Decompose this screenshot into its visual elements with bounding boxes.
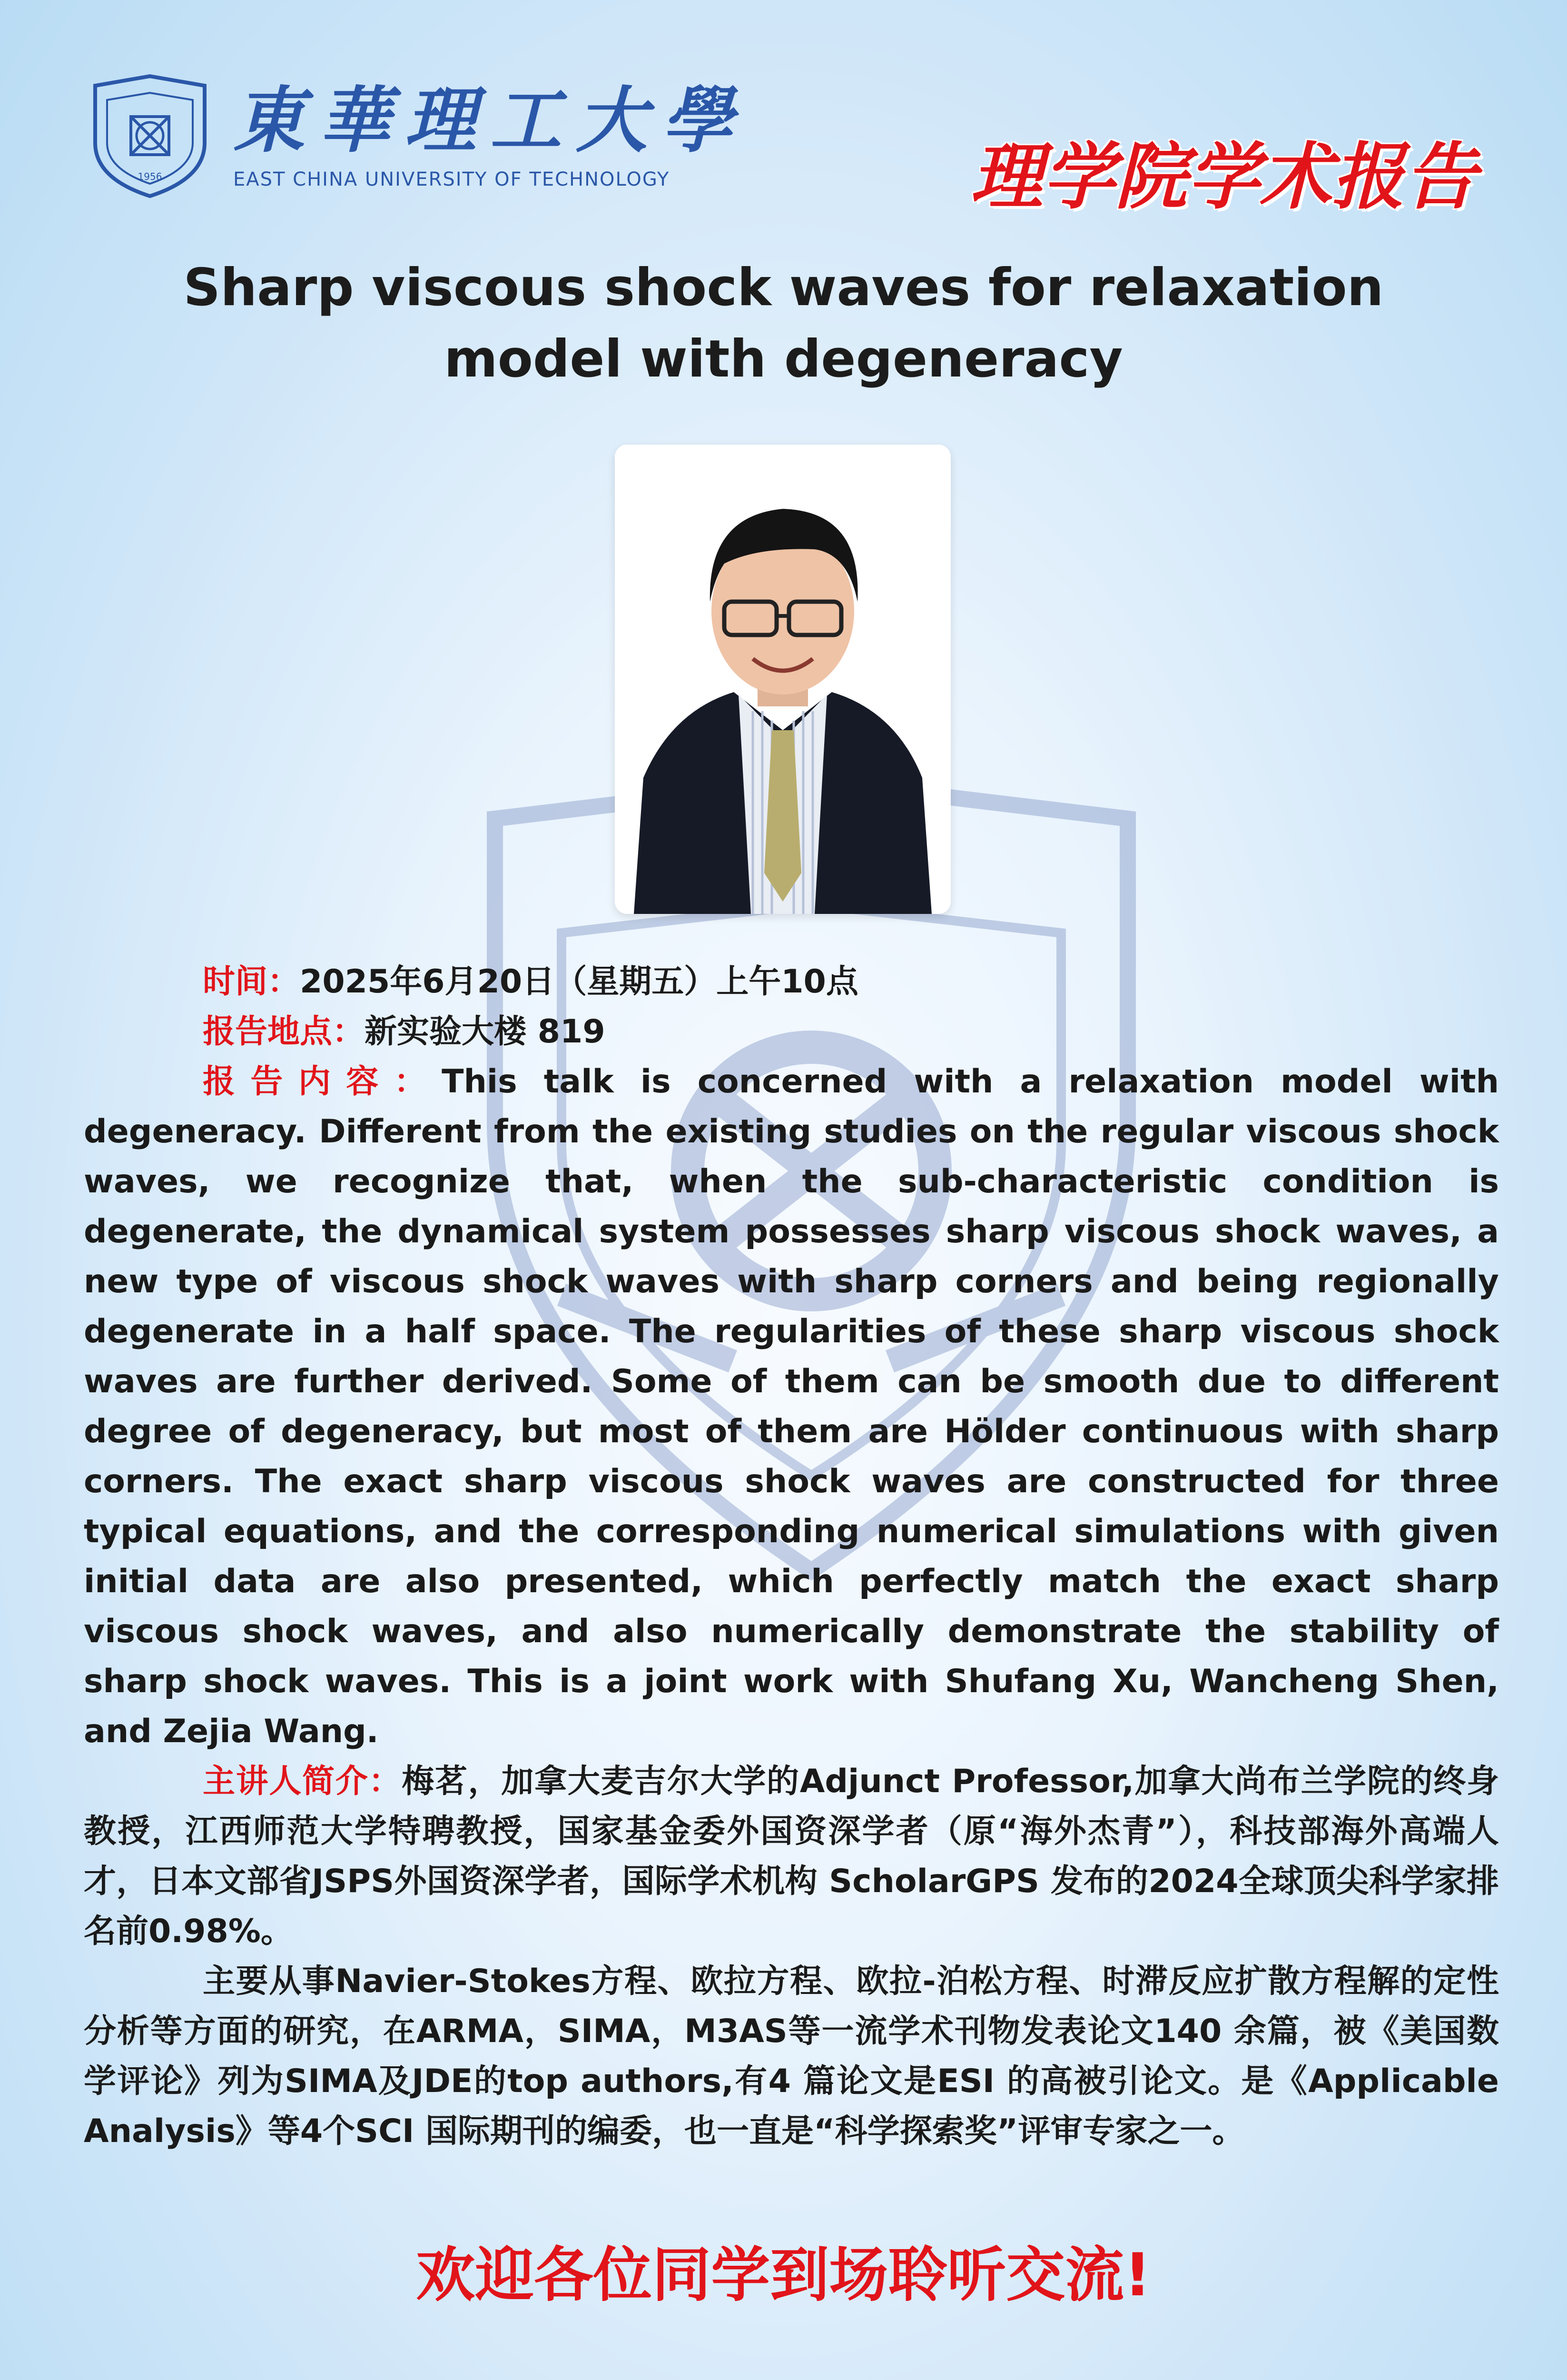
event-type-badge: 理学院学术报告: [970, 135, 1477, 219]
research-paragraph: 主要从事Navier-Stokes方程、欧拉方程、欧拉-泊松方程、时滞反应扩散方程解的定性分析等方面的研究，在ARMA，SIMA，M3AS等一流学术刊物发表论文140 余篇，被《美国数学评论》列为SIMA及JDE的top authors,有4 篇论文是ESI 的高被引论文。是《Applicable Analysis》等4个SCI 国际期刊的编委，也一直是“科学探索奖”评审专家之一。: [84, 1963, 1499, 2150]
speaker-bio-paragraph: [84, 1756, 1499, 1956]
speaker-photo: [615, 445, 951, 914]
abstract-text: This talk is concerned with a relaxation model with degeneracy. Different from the existing studies on the regular viscous shock waves, we recognize that, when the sub-characteristic condition is degenerate, the dynamical system possesses sharp viscous shock waves, a new type of viscous shock waves with sharp corners and being regionally degenerate in a half space. The regularities of these sharp viscous shock waves are further derived. Some of them can be smooth due to different degree of degeneracy, but most of them are Hölder continuous with sharp corners. The exact sharp viscous shock waves are constructed for three typical equations, and the corresponding numerical simulations with given initial data are also presented, which perfectly match the exact sharp viscous shock waves, and also numerically demonstrate the stability of sharp shock waves. This is a joint work with Shufang Xu, Wancheng Shen, and Zejia Wang.: [84, 1063, 1499, 1750]
content-label: 报告内容：: [203, 1063, 442, 1101]
time-label: 时间：: [203, 963, 300, 1001]
university-seal-icon: [86, 71, 214, 200]
talk-title: [0, 252, 1567, 395]
location-value: 新实验大楼 819: [365, 1013, 605, 1051]
speaker-bio-text: 梅茗，加拿大麦吉尔大学的Adjunct Professor,加拿大尚布兰学院的终身教授，江西师范大学特聘教授，国家基金委外国资深学者（原“海外杰青”），科技部海外高端人才，日本文部省JSPS外国资深学者，国际学术机构 ScholarGPS 发布的2024全球顶尖科学家排名前0.98%。: [84, 1763, 1499, 1950]
seal-year: 1956: [138, 171, 162, 182]
location-row: [84, 1007, 1499, 1057]
closing-invitation: 欢迎各位同学到场聆听交流!: [416, 2241, 1151, 2310]
abstract-paragraph: [84, 1057, 1499, 1756]
university-name-en: EAST CHINA UNIVERSITY OF TECHNOLOGY: [233, 168, 670, 190]
speaker-label: 主讲人简介：: [203, 1763, 402, 1800]
talk-details: [84, 957, 1499, 2156]
time-row: [84, 957, 1499, 1007]
location-label: 报告地点：: [203, 1013, 365, 1051]
talk-title-line-1: Sharp viscous shock waves for relaxation: [183, 258, 1384, 317]
talk-title-line-2: model with degeneracy: [444, 329, 1123, 389]
university-name-cn: 東華理工大學: [233, 78, 748, 162]
time-value: 2025年6月20日（星期五）上午10点: [300, 963, 858, 1001]
university-logo: [86, 71, 747, 200]
